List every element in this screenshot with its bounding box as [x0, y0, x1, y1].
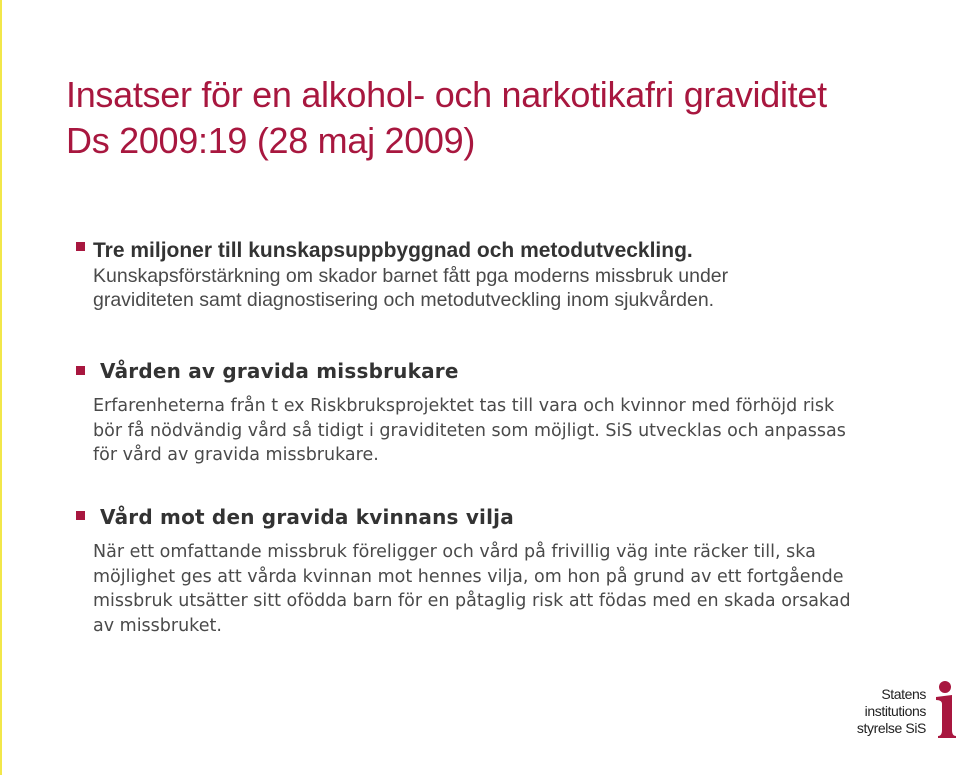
sis-i-logo-icon — [930, 680, 958, 738]
logo-line: institutions — [864, 703, 926, 719]
section-involuntary-care — [93, 504, 940, 638]
section-body-line: av missbruket. — [93, 615, 222, 636]
section-body-line: graviditeten samt diagnostisering och metodutveckling inom sjukvården. — [93, 289, 715, 311]
logo-line: Statens — [881, 686, 926, 702]
sis-logo — [856, 680, 958, 742]
section-heading: Vården av gravida missbrukare — [100, 359, 459, 383]
section-body-line: Kunskapsförstärkning om skador barnet fått pga moderns missbruk under — [93, 265, 729, 287]
slide-title-line-1: Insatser för en alkohol- och narkotikafri graviditet — [66, 74, 827, 115]
left-edge-rule — [0, 0, 2, 775]
section-heading: Vård mot den gravida kvinnans vilja — [100, 505, 514, 529]
bullet-square-icon — [76, 242, 85, 251]
section-body — [93, 540, 940, 638]
section-body-line: bör få nödvändig vård så tidigt i graviditeten som möjligt. SiS utvecklas och anpassas — [93, 420, 846, 441]
section-body-line: missbruk utsätter sitt ofödda barn för en påtaglig risk att födas med en skada orsakad — [93, 591, 851, 611]
bullet-square-icon — [76, 511, 85, 520]
logo-line: styrelse SiS — [856, 720, 926, 736]
section-body-line: Erfarenheterna från t ex Riskbruksprojektet tas till vara och kvinnor med förhöjd risk — [93, 396, 835, 416]
slide-title — [66, 72, 827, 164]
section-body — [93, 394, 940, 468]
section-body-line: När ett omfattande missbruk föreligger och vård på frivillig väg inte räcker till, ska — [93, 542, 816, 562]
section-care-of-pregnant-abusers — [93, 358, 940, 468]
section-knowledge-building — [93, 238, 940, 312]
section-heading: Tre miljoner till kunskapsuppbyggnad och metodutveckling. — [93, 239, 693, 262]
logo-wordmark — [857, 686, 926, 737]
section-body-line: möjlighet ges att vårda kvinnan mot hennes vilja, om hon på grund av ett fortgående — [93, 566, 844, 587]
section-body — [93, 264, 940, 312]
section-body-line: för vård av gravida missbrukare. — [93, 445, 379, 465]
bullet-square-icon — [76, 366, 85, 375]
slide-title-line-2: Ds 2009:19 (28 maj 2009) — [66, 120, 476, 161]
